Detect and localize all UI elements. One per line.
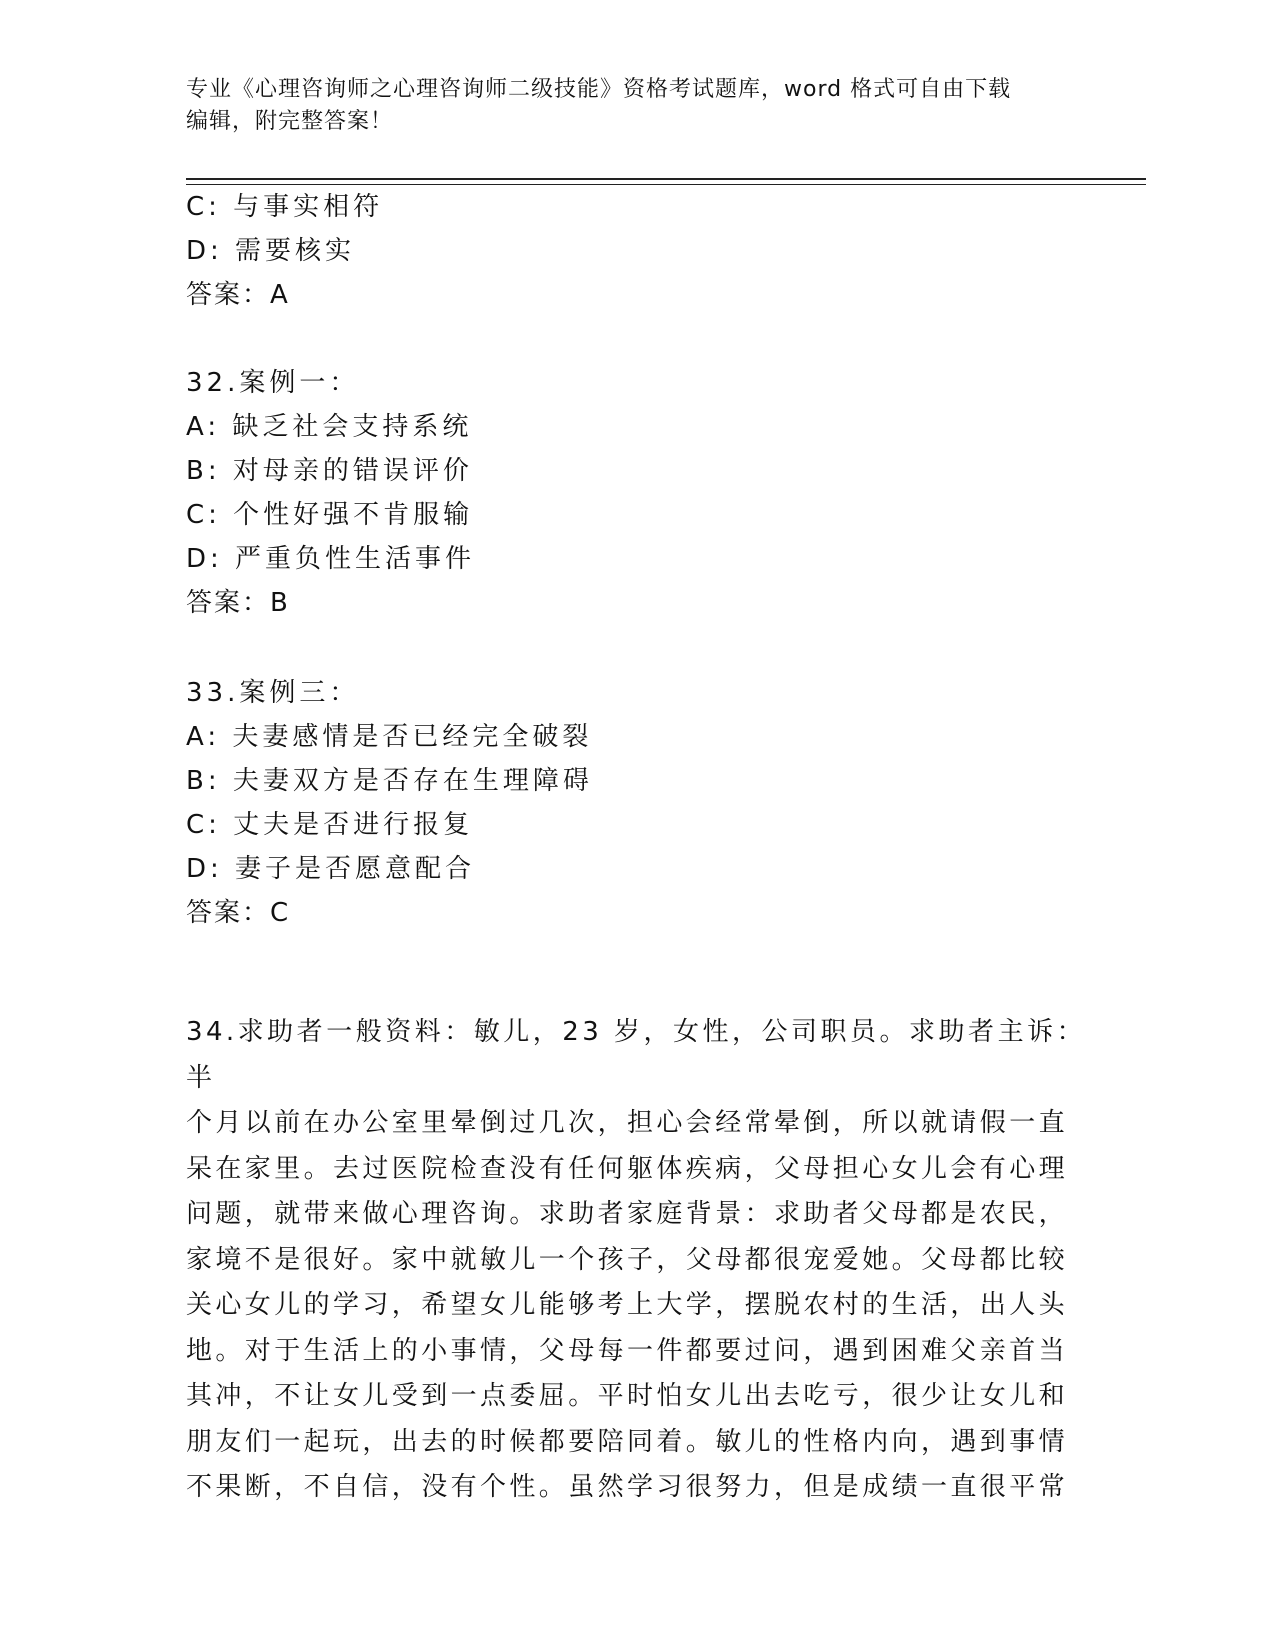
q34-line: 家境不是很好。家中就敏儿一个孩子，父母都很宠爱她。父母都比较: [186, 1244, 1069, 1275]
q32-answer: 答案：B: [186, 588, 290, 618]
q32-option-b: B: 对母亲的错误评价: [186, 456, 473, 486]
q34-line: 不果断，不自信，没有个性。虽然学习很努力，但是成绩一直很平常: [186, 1472, 1069, 1502]
header-divider-thin: [186, 184, 1146, 185]
q34-line: 地。对于生活上的小事情，父母每一件都要过问，遇到困难父亲首当: [186, 1335, 1069, 1366]
q34-stem: [186, 1010, 1086, 1511]
q33-option-a: A: 夫妻感情是否已经完全破裂: [186, 722, 593, 752]
q34-line: 呆在家里。去过医院检查没有任何躯体疾病，父母担心女儿会有心理: [186, 1153, 1069, 1184]
q33-answer: 答案：C: [186, 898, 291, 928]
q33-stem: 33.案例三：: [186, 678, 360, 708]
q34-line: 34.求助者一般资料：敏儿，23 岁，女性，公司职员。求助者主诉：半: [186, 1017, 1086, 1093]
q31-answer: 答案：A: [186, 280, 290, 310]
header-line-1: 专业《心理咨询师之心理咨询师二级技能》资格考试题库，word 格式可自由下载: [186, 77, 1012, 102]
q32-option-a: A: 缺乏社会支持系统: [186, 412, 473, 442]
q34-line: 关心女儿的学习，希望女儿能够考上大学，摆脱农村的生活，出人头: [186, 1290, 1069, 1320]
q34-line: 其冲，不让女儿受到一点委屈。平时怕女儿出去吃亏，很少让女儿和: [186, 1381, 1069, 1411]
document-header: [186, 74, 1086, 138]
header-divider-thick: [186, 178, 1146, 180]
q33-option-b: B: 夫妻双方是否存在生理障碍: [186, 766, 593, 796]
q34-line: 个月以前在办公室里晕倒过几次，担心会经常晕倒，所以就请假一直: [186, 1108, 1069, 1138]
q34-line: 问题，就带来做心理咨询。求助者家庭背景：求助者父母都是农民，: [186, 1199, 1069, 1229]
q31-option-c: C: 与事实相符: [186, 192, 384, 222]
q33-option-c: C: 丈夫是否进行报复: [186, 810, 474, 840]
q32-option-d: D: 严重负性生活事件: [186, 544, 476, 574]
q34-line: 朋友们一起玩，出去的时候都要陪同着。敏儿的性格内向，遇到事情: [186, 1426, 1069, 1457]
q33-option-d: D: 妻子是否愿意配合: [186, 854, 476, 884]
q32-stem: 32.案例一：: [186, 368, 360, 398]
header-line-2: 编辑，附完整答案！: [186, 109, 394, 134]
q32-option-c: C: 个性好强不肯服输: [186, 500, 474, 530]
q31-option-d: D: 需要核实: [186, 236, 356, 266]
